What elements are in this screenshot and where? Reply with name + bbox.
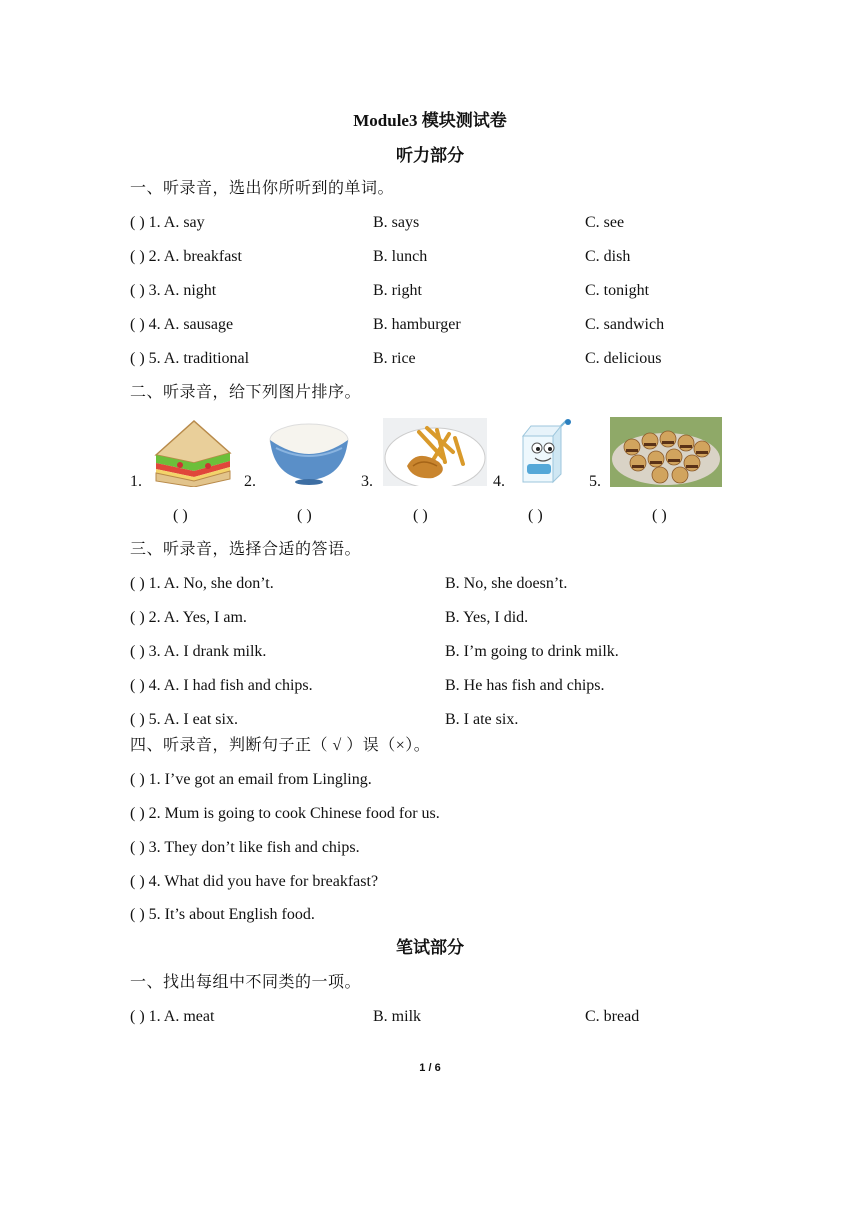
question-lead: ( ) 5. A. traditional [130,350,250,367]
question-lead: ( ) 1. A. say [130,214,205,231]
option-a: ( ) 2. A. Yes, I am. [130,609,247,626]
option-b: B. right [373,282,422,299]
option-a: ( ) 5. A. I eat six. [130,711,238,728]
part5-row [130,1007,750,1027]
picture-number: 2. [244,473,256,490]
option-b: B. rice [373,350,416,367]
answer-blank[interactable]: ( ) [413,507,428,524]
part4-heading: 四、听录音，判断句子正（ √ ）误（×）。 [130,737,431,754]
option-b: B. hamburger [373,316,461,333]
sandwich-image [150,417,236,487]
option-c: C. see [585,214,625,231]
part1-row [130,349,750,369]
statement-row: ( ) 5. It’s about English food. [130,906,315,923]
question-lead: ( ) 3. A. night [130,282,217,299]
option-b: B. says [373,214,420,231]
option-b: B. I ate six. [445,711,519,728]
writing-heading: 笔试部分 [396,938,464,957]
option-a: ( ) 1. A. No, she don’t. [130,575,274,592]
listening-heading: 听力部分 [396,146,464,165]
statement-row: ( ) 2. Mum is going to cook Chinese food for us. [130,805,440,822]
option-b: B. Yes, I did. [445,609,529,626]
part3-row [130,574,750,594]
statement-row: ( ) 1. I’ve got an email from Lingling. [130,771,372,788]
part1-row [130,213,750,233]
page-title: Module3 模块测试卷 [353,111,507,130]
answer-blank[interactable]: ( ) [528,507,543,524]
option-b: B. No, she doesn’t. [445,575,568,592]
page-number: 1 / 6 [419,1062,441,1074]
answer-blank[interactable]: ( ) [652,507,667,524]
part2-heading: 二、听录音，给下列图片排序。 [130,384,362,401]
part1-row [130,281,750,301]
part1-row [130,247,750,267]
part3-row [130,710,750,730]
answer-blank[interactable]: ( ) [173,507,188,524]
part1-heading: 一、听录音，选出你所听到的单词。 [130,180,395,197]
part3-row [130,676,750,696]
question-lead: ( ) 1. A. meat [130,1008,215,1025]
option-b: B. milk [373,1008,422,1025]
answer-blank[interactable]: ( ) [297,507,312,524]
question-lead: ( ) 2. A. breakfast [130,248,242,265]
option-a: ( ) 3. A. I drank milk. [130,643,267,660]
part3-row [130,642,750,662]
statement-row: ( ) 4. What did you have for breakfast? [130,873,379,890]
option-b: B. lunch [373,248,428,265]
part1-row [130,315,750,335]
part3-heading: 三、听录音，选择合适的答语。 [130,541,362,558]
question-lead: ( ) 4. A. sausage [130,316,234,333]
picture-number: 5. [589,473,601,490]
picture-number: 1. [130,473,142,490]
picture-number: 4. [493,473,505,490]
option-c: C. delicious [585,350,662,367]
milk-carton-image [513,418,575,486]
option-c: C. dish [585,248,631,265]
fish-and-chips-image [383,418,487,486]
option-c: C. sandwich [585,316,665,333]
hamburgers-image [610,417,722,487]
option-b: B. I’m going to drink milk. [445,643,619,660]
option-c: C. tonight [585,282,650,299]
part3-row [130,608,750,628]
picture-number: 3. [361,473,373,490]
option-c: C. bread [585,1008,640,1025]
option-a: ( ) 4. A. I had fish and chips. [130,677,313,694]
statement-row: ( ) 3. They don’t like fish and chips. [130,839,360,856]
rice-bowl-image [266,420,352,486]
option-b: B. He has fish and chips. [445,677,605,694]
part5-heading: 一、找出每组中不同类的一项。 [130,974,362,991]
